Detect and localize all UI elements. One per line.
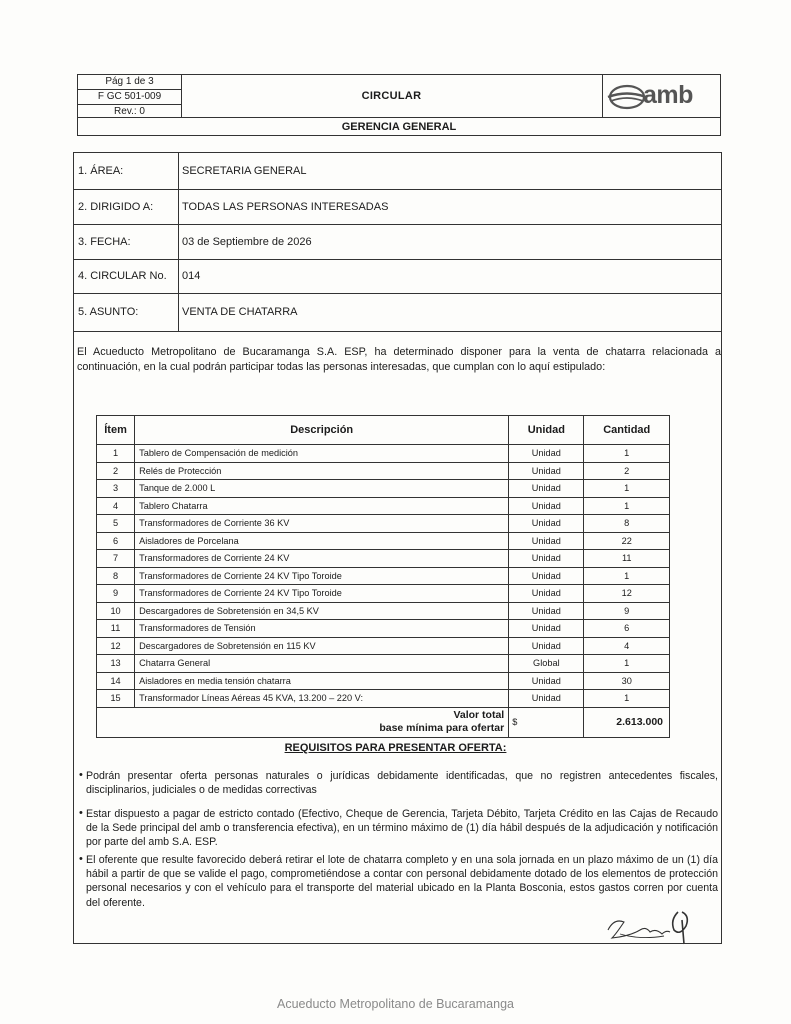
table-row bbox=[97, 690, 670, 708]
field-label: 4. CIRCULAR No. bbox=[78, 270, 167, 282]
bullet-icon: • bbox=[79, 853, 83, 865]
item-number: 1 bbox=[97, 445, 135, 463]
item-quantity: 4 bbox=[584, 637, 670, 655]
item-number: 7 bbox=[97, 550, 135, 568]
table-row bbox=[97, 567, 670, 585]
item-unit: Unidad bbox=[509, 480, 584, 498]
revision: Rev.: 0 bbox=[114, 106, 145, 117]
item-number: 12 bbox=[97, 637, 135, 655]
item-description: Tanque de 2.000 L bbox=[135, 480, 509, 498]
field-row-recipient bbox=[74, 189, 721, 225]
table-row bbox=[97, 515, 670, 533]
department-title: GERENCIA GENERAL bbox=[78, 117, 720, 136]
item-unit: Unidad bbox=[509, 497, 584, 515]
item-quantity: 1 bbox=[584, 480, 670, 498]
table-header-row bbox=[97, 416, 670, 445]
field-value: VENTA DE CHATARRA bbox=[182, 306, 298, 318]
item-number: 11 bbox=[97, 620, 135, 638]
item-quantity: 1 bbox=[584, 567, 670, 585]
item-unit: Unidad bbox=[509, 550, 584, 568]
document-meta bbox=[78, 75, 182, 117]
item-description: Descargadores de Sobretensión en 115 KV bbox=[135, 637, 509, 655]
item-description: Transformadores de Tensión bbox=[135, 620, 509, 638]
item-description: Aisladores de Porcelana bbox=[135, 532, 509, 550]
item-unit: Unidad bbox=[509, 515, 584, 533]
item-unit: Unidad bbox=[509, 585, 584, 603]
requirement-item: • El oferente que resulte favorecido deberá retirar el lote de chatarra completo y en una sola jornada en un plazo máximo de un (1) día hábil a partir de que se valide el pago, comprometiéndose a contar con personal debidamente dotado de los elementos de protección personal necesarios y con el vehículo para el transporte del material ubicado en la Planta Bosconia, estos gastos corren por cuenta del oferente. bbox=[79, 853, 718, 909]
item-description: Relés de Protección bbox=[135, 462, 509, 480]
table-row bbox=[97, 672, 670, 690]
field-label: 5. ASUNTO: bbox=[78, 306, 139, 318]
table-row bbox=[97, 620, 670, 638]
field-label: 3. FECHA: bbox=[78, 235, 131, 248]
item-description: Transformadores de Corriente 24 KV Tipo Toroide bbox=[135, 585, 509, 603]
table-row bbox=[97, 637, 670, 655]
total-label: Valor total base mínima para ofertar bbox=[97, 707, 509, 737]
item-quantity: 8 bbox=[584, 515, 670, 533]
item-unit: Unidad bbox=[509, 445, 584, 463]
field-label: 2. DIRIGIDO A: bbox=[78, 200, 154, 213]
table-row bbox=[97, 602, 670, 620]
item-unit: Unidad bbox=[509, 620, 584, 638]
item-quantity: 11 bbox=[584, 550, 670, 568]
footer-text: Acueducto Metropolitano de Bucaramanga bbox=[277, 997, 514, 1011]
item-number: 10 bbox=[97, 602, 135, 620]
item-quantity: 1 bbox=[584, 655, 670, 673]
item-number: 14 bbox=[97, 672, 135, 690]
document-title: CIRCULAR bbox=[361, 90, 422, 102]
item-quantity: 9 bbox=[584, 602, 670, 620]
column-header: Descripción bbox=[135, 416, 509, 445]
field-value: 014 bbox=[182, 270, 201, 282]
item-quantity: 12 bbox=[584, 585, 670, 603]
field-row-date bbox=[74, 224, 721, 260]
total-value: 2.613.000 bbox=[584, 707, 670, 737]
field-value: 03 de Septiembre de 2026 bbox=[182, 235, 312, 248]
requirement-item: • Podrán presentar oferta personas naturales o jurídicas debidamente identificadas, que no registren antecedentes fiscales, disciplinarios, judiciales o de medidas correctivas bbox=[79, 769, 718, 797]
logo-text: amb bbox=[643, 81, 693, 109]
item-unit: Unidad bbox=[509, 567, 584, 585]
item-unit: Unidad bbox=[509, 690, 584, 708]
items-table-body bbox=[97, 445, 670, 708]
item-quantity: 2 bbox=[584, 462, 670, 480]
item-description: Transformador Líneas Aéreas 45 KVA, 13.200 – 220 V: bbox=[135, 690, 509, 708]
total-currency: $ bbox=[509, 707, 584, 737]
item-quantity: 30 bbox=[584, 672, 670, 690]
item-number: 6 bbox=[97, 532, 135, 550]
bullet-icon: • bbox=[79, 769, 83, 781]
table-row bbox=[97, 462, 670, 480]
item-quantity: 22 bbox=[584, 532, 670, 550]
field-row-subject bbox=[74, 293, 721, 332]
column-header: Cantidad bbox=[584, 416, 670, 445]
item-description: Aisladores en media tensión chatarra bbox=[135, 672, 509, 690]
item-number: 8 bbox=[97, 567, 135, 585]
requirement-item: • Estar dispuesto a pagar de estricto contado (Efectivo, Cheque de Gerencia, Tarjeta Débito, Tarjeta Crédito en las Cajas de Recaudo de la Sede principal del amb o transferencia efectiva), en un término máximo de (1) día hábil después de la adjudicación y notificación por parte del amb S.A. ESP. bbox=[79, 807, 718, 849]
table-row bbox=[97, 585, 670, 603]
form-code: F GC 501-009 bbox=[78, 90, 181, 105]
field-value: TODAS LAS PERSONAS INTERESADAS bbox=[182, 200, 389, 213]
item-number: 5 bbox=[97, 515, 135, 533]
intro-paragraph: El Acueducto Metropolitano de Bucaramanga S.A. ESP, ha determinado disponer para la venta de chatarra relacionada a continuación, en la cual podrán participar todas las personas interesadas, que cumplan con lo aquí estipulado: bbox=[77, 346, 721, 373]
total-row bbox=[97, 707, 670, 737]
item-unit: Global bbox=[509, 655, 584, 673]
item-unit: Unidad bbox=[509, 672, 584, 690]
item-number: 3 bbox=[97, 480, 135, 498]
item-description: Tablero Chatarra bbox=[135, 497, 509, 515]
field-label: 1. ÁREA: bbox=[78, 165, 124, 177]
column-header: Ítem bbox=[97, 416, 135, 445]
table-row bbox=[97, 445, 670, 463]
field-value: SECRETARIA GENERAL bbox=[182, 165, 307, 177]
item-unit: Unidad bbox=[509, 462, 584, 480]
table-row bbox=[97, 655, 670, 673]
item-description: Descargadores de Sobretensión en 34,5 KV bbox=[135, 602, 509, 620]
bullet-icon: • bbox=[79, 807, 83, 819]
item-quantity: 1 bbox=[584, 497, 670, 515]
item-number: 15 bbox=[97, 690, 135, 708]
item-unit: Unidad bbox=[509, 637, 584, 655]
item-unit: Unidad bbox=[509, 532, 584, 550]
item-unit: Unidad bbox=[509, 602, 584, 620]
signature-image bbox=[600, 900, 700, 950]
item-description: Transformadores de Corriente 24 KV bbox=[135, 550, 509, 568]
item-description: Tablero de Compensación de medición bbox=[135, 445, 509, 463]
table-row bbox=[97, 532, 670, 550]
field-row-area bbox=[74, 153, 721, 190]
item-number: 9 bbox=[97, 585, 135, 603]
page-number: Pág 1 de 3 bbox=[78, 75, 181, 90]
column-header: Unidad bbox=[509, 416, 584, 445]
item-quantity: 1 bbox=[584, 690, 670, 708]
table-row bbox=[97, 480, 670, 498]
item-description: Transformadores de Corriente 24 KV Tipo Toroide bbox=[135, 567, 509, 585]
item-number: 13 bbox=[97, 655, 135, 673]
field-row-circular-number bbox=[74, 259, 721, 294]
table-row bbox=[97, 497, 670, 515]
table-row bbox=[97, 550, 670, 568]
item-number: 4 bbox=[97, 497, 135, 515]
requirements-title: REQUISITOS PARA PRESENTAR OFERTA: bbox=[284, 742, 507, 754]
item-quantity: 6 bbox=[584, 620, 670, 638]
document-header bbox=[77, 74, 721, 136]
item-quantity: 1 bbox=[584, 445, 670, 463]
item-description: Transformadores de Corriente 36 KV bbox=[135, 515, 509, 533]
item-description: Chatarra General bbox=[135, 655, 509, 673]
item-number: 2 bbox=[97, 462, 135, 480]
amb-logo bbox=[602, 75, 721, 117]
water-drop-logo-icon bbox=[606, 82, 648, 112]
items-table bbox=[96, 415, 670, 738]
